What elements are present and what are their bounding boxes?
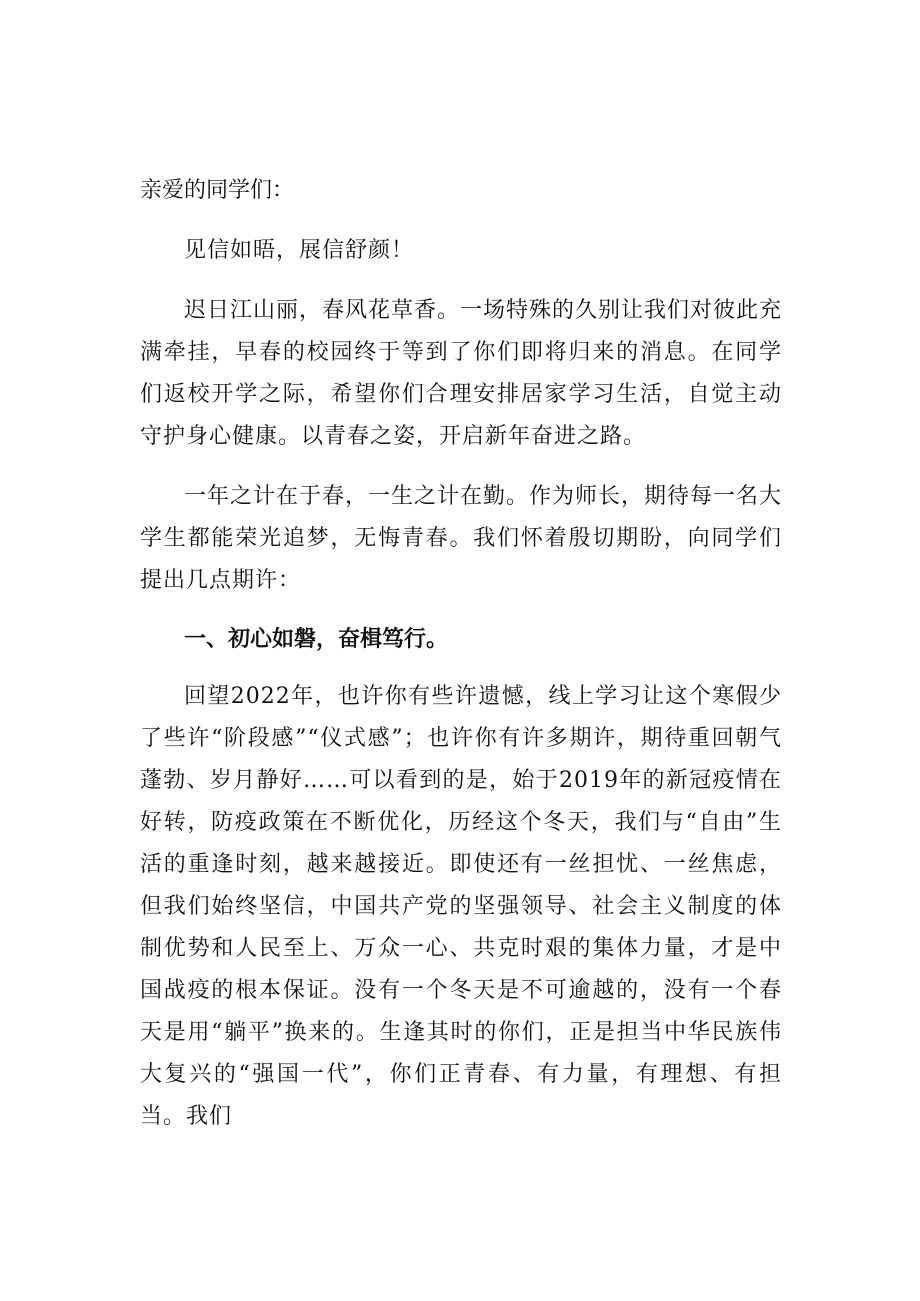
- paragraph-spring: 迟日江山丽，春风花草香。一场特殊的久别让我们对彼此充满牵挂，早春的校园终于等到了你们即将归来的消息。在同学们返校开学之际，希望你们合理安排居家学习生活，自觉主动守护身心健康。以青春之姿，开启新年奋进之路。: [140, 298, 783, 449]
- section-heading: 一、初心如磐，奋楫笃行。: [184, 627, 449, 652]
- section-body: 回望2022年，也许你有些许遗憾，线上学习让这个寒假少了些许“阶段感”“仪式感”；也许你有许多期许，期待重回朝气蓬勃、岁月静好……可以看到的是，始于2019年的新冠疫情在好转，防疫政策在不断优化，历经这个冬天，我们与“自由”生活的重逢时刻，越来越接近。即使还有一丝担忧、一丝焦虑，但我们始终坚信，中国共产党的坚强领导、社会主义制度的体制优势和人民至上、万众一心、共克时艰的集体力量，才是中国战疫的根本保证。没有一个冬天是不可逾越的，没有一个春天是用“躺平”换来的。生逢其时的你们，正是担当中华民族伟大复兴的“强国一代”，你们正青春、有力量，有理想、有担当。我们: [140, 684, 782, 1129]
- greeting: 见信如晤，展信舒颜！: [184, 238, 415, 263]
- letter-page: [140, 170, 782, 1156]
- salutation: 亲爱的同学们：: [140, 178, 295, 203]
- paragraph-expectations: 一年之计在于春，一生之计在勤。作为师长，期待每一名大学生都能荣光追梦，无悔青春。我们怀着殷切期盼，向同学们提出几点期许：: [140, 484, 783, 593]
